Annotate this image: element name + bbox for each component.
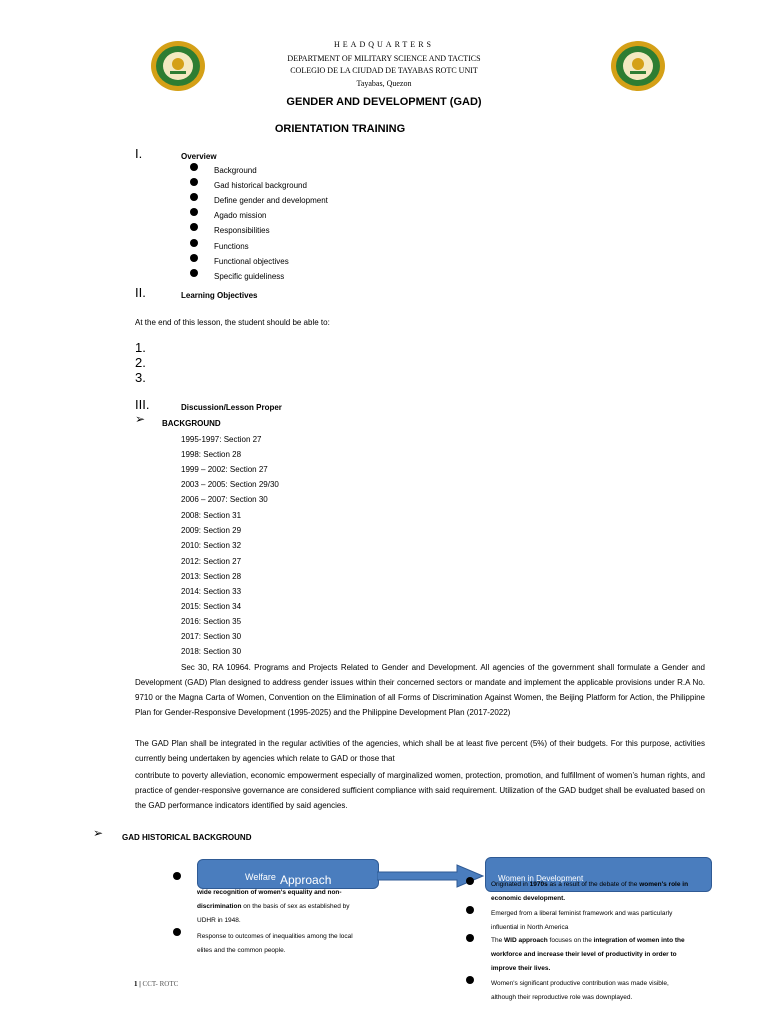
objective-number: 2. <box>135 355 146 370</box>
list-item: 2014: Section 33 <box>181 587 242 596</box>
wid-text-2: Emerged from a liberal feminist framework and was particularly influential in North America <box>491 910 673 931</box>
bullet <box>173 928 181 936</box>
welfare-approach-box: Welfare Approach <box>197 859 379 889</box>
document-subtitle: ORIENTATION TRAINING <box>274 123 406 135</box>
list-item: 1999 – 2002: Section 27 <box>181 465 268 474</box>
arrow-bullet-icon: ➢ <box>135 412 146 426</box>
footer-text: CCT- ROTC <box>140 980 179 988</box>
list-item: 2017: Section 30 <box>181 632 242 641</box>
list-item: Define gender and development <box>214 196 328 205</box>
page-number: 1 | <box>134 980 141 988</box>
objective-number: 1. <box>135 340 146 355</box>
list-item: Functional objectives <box>214 257 289 266</box>
list-item: 2008: Section 31 <box>181 511 242 520</box>
bullet <box>190 178 198 186</box>
bullet <box>466 906 474 914</box>
list-item: Responsibilities <box>214 226 270 235</box>
historical-background-heading: GAD HISTORICAL BACKGROUND <box>122 833 252 842</box>
list-item: Functions <box>214 242 249 251</box>
list-item: 1998: Section 28 <box>181 450 242 459</box>
paragraph-sec30: Sec 30, RA 10964. Programs and Projects Related to Gender and Development. All agencies of the government shall formulate a Gender and Development (GAD) Plan designed to address gender issues within their concerned sectors or mandate and implement the applicable provisions under R.A No. 9710 or the Magna Carta of Women, Convention on the Elimination of all Forms of Discrimination Against Women, the Beijing Platform for Action, the Philippine Plan for Gender-Responsive Development (1995-2025) and the Philippine Development Plan (2017-2022) <box>135 663 705 717</box>
list-item: Agado mission <box>214 211 267 220</box>
list-item: 2015: Section 34 <box>181 602 242 611</box>
document-title: GENDER AND DEVELOPMENT (GAD) <box>286 96 482 108</box>
list-item: 2013: Section 28 <box>181 572 242 581</box>
wid-text-1: Originated in 1970s as a result of the debate of the women's role in economic development. <box>491 881 689 902</box>
list-item: 2006 – 2007: Section 30 <box>181 495 268 504</box>
list-item: 2018: Section 30 <box>181 647 242 656</box>
page-footer <box>134 980 178 988</box>
background-heading: BACKGROUND <box>162 419 221 428</box>
list-item: Gad historical background <box>214 181 307 190</box>
section-2-title: Learning Objectives <box>181 291 258 300</box>
women-in-development-box: Women in Development <box>485 857 712 892</box>
header-department: DEPARTMENT OF MILITARY SCIENCE AND TACTICS <box>287 54 481 63</box>
right-seal-logo <box>610 40 666 92</box>
header-hq: HEADQUARTERS <box>334 40 434 49</box>
bullet <box>466 934 474 942</box>
paragraph-gad-plan: The GAD Plan shall be integrated in the regular activities of the agencies, which shall be at least five percent (5%) of their budgets. For this purpose, activities currently being undertaken by agencies which relate to GAD or those that <box>135 739 705 763</box>
list-item: 2016: Section 35 <box>181 617 242 626</box>
bullet <box>190 193 198 201</box>
header-college: COLEGIO DE LA CIUDAD DE TAYABAS ROTC UNIT <box>290 66 478 75</box>
list-item: 2003 – 2005: Section 29/30 <box>181 480 279 489</box>
objectives-intro: At the end of this lesson, the student should be able to: <box>135 318 330 327</box>
arrow-bullet-icon: ➢ <box>93 826 104 840</box>
section-1-title: Overview <box>181 152 217 161</box>
section-3-title: Discussion/Lesson Proper <box>181 403 282 412</box>
bullet <box>466 877 474 885</box>
section-3-number: III. <box>135 397 150 412</box>
left-seal-logo <box>150 40 206 92</box>
bullet <box>190 269 198 277</box>
section-1-number: I. <box>135 146 143 161</box>
section-2-number: II. <box>135 285 146 300</box>
welfare-text-2: Response to outcomes of inequalities among the local elites and the common people. <box>197 933 353 954</box>
bullet <box>190 208 198 216</box>
list-item: Specific guideliness <box>214 272 285 281</box>
paragraph-compliance: contribute to poverty alleviation, economic empowerment especially of marginalized women, protection, promotion, and fulfillment of women’s human rights, and practice of gender-responsive governance are considered sufficient compliance with said requirement. Utilization of the GAD budget shall be evaluated based on the GAD performance indicators identified by said agencies. <box>135 771 705 810</box>
bullet <box>190 163 198 171</box>
welfare-text-1: wide recognition of women's equality and non- discrimination on the basis of sex as established by UDHR in 1948. <box>197 889 350 924</box>
bullet <box>190 239 198 247</box>
list-item: 2012: Section 27 <box>181 557 242 566</box>
list-item: 1995-1997: Section 27 <box>181 435 262 444</box>
bullet <box>173 872 181 880</box>
list-item: 2010: Section 32 <box>181 541 242 550</box>
bullet <box>190 254 198 262</box>
list-item: Background <box>214 166 257 175</box>
objective-number: 3. <box>135 370 146 385</box>
header-location: Tayabas, Quezon <box>356 79 412 88</box>
bullet <box>466 976 474 984</box>
arrow-connector-icon <box>377 863 485 889</box>
wid-text-3: The WID approach focuses on the integration of women into the workforce and increase their level of productivity in order to improve their lives. <box>491 937 685 972</box>
list-item: 2009: Section 29 <box>181 526 242 535</box>
wid-text-4: Women's significant productive contribution was made visible, although their reproductive role was downplayed. <box>491 980 669 1001</box>
bullet <box>190 223 198 231</box>
